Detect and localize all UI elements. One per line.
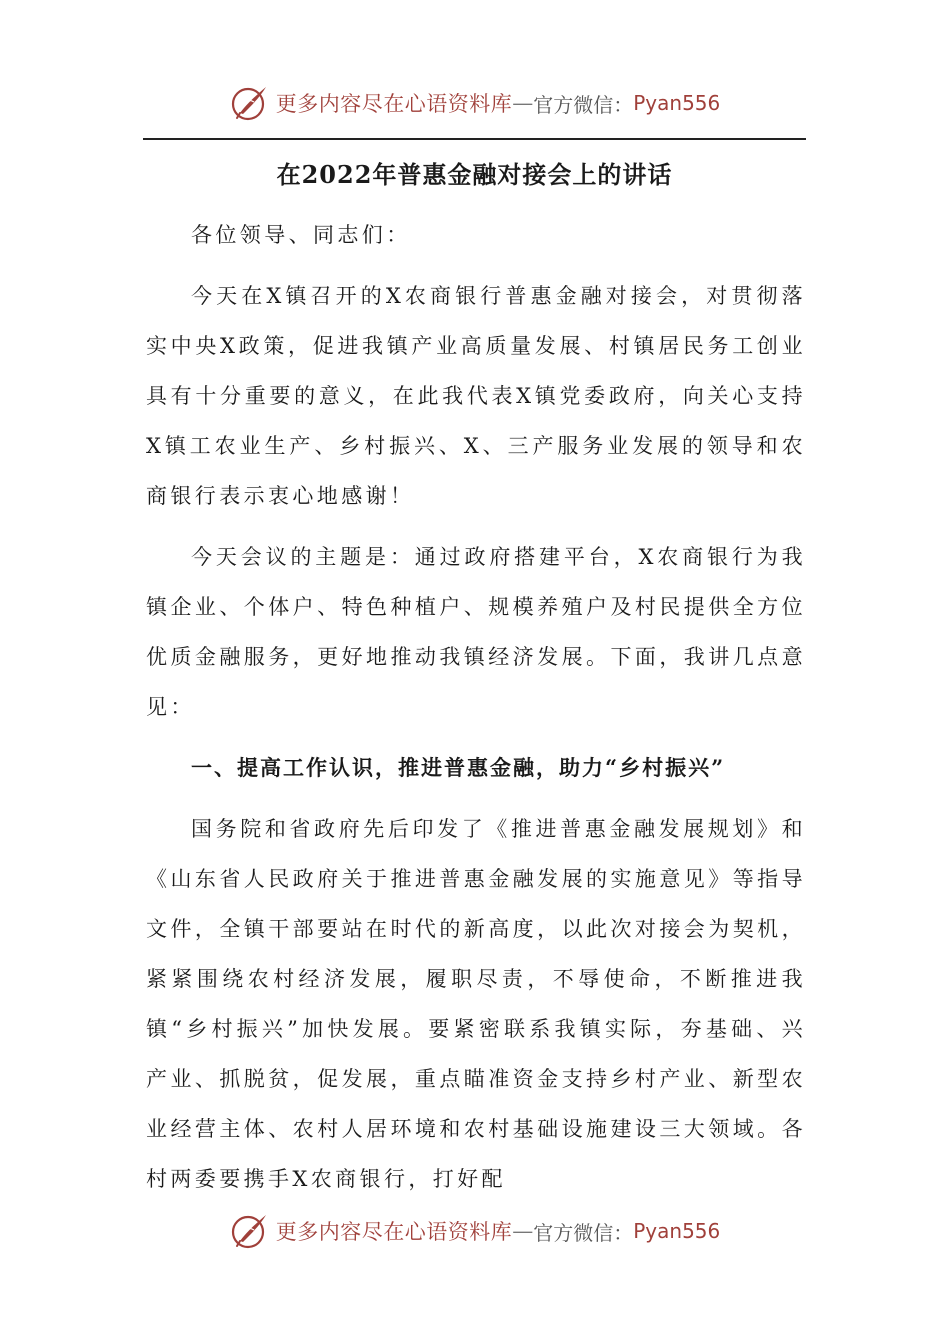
section-heading: 一、提高工作认识，推进普惠金融，助力“乡村振兴” — [191, 755, 726, 780]
header-banner — [0, 78, 950, 128]
banner-wechat-label: 官方微信： — [533, 92, 634, 117]
banner-title: 更多内容尽在心语资料库 — [275, 92, 513, 116]
banner-dash: — — [512, 91, 534, 115]
banner-title: 更多内容尽在心语资料库 — [275, 1220, 513, 1244]
banner-wechat-label: 官方微信： — [533, 1220, 634, 1245]
document-body — [146, 210, 806, 1215]
banner-wechat-id: Pyan556 — [633, 1219, 721, 1243]
quill-pen-logo-icon — [230, 83, 270, 123]
paragraph: 国务院和省政府先后印发了《推进普惠金融发展规划》和《山东省人民政府关于推进普惠金融发展的实施意见》等指导文件，全镇干部要站在时代的新高度，以此次对接会为契机，紧紧围绕农村经济发展，履职尽责，不辱使命，不断推进我镇“乡村振兴”加快发展。要紧密联系我镇实际，夯基础、兴产业、抓脱贫，促发展，重点瞄准资金支持乡村产业、新型农业经营主体、农村人居环境和农村基础设施建设三大领域。各村两委要携手X农商银行，打好配 — [146, 817, 806, 1191]
header-rule — [143, 138, 806, 140]
banner-dash: — — [512, 1219, 534, 1243]
salutation: 各位领导、同志们： — [191, 223, 411, 247]
document-title: 在2022年普惠金融对接会上的讲话 — [276, 160, 673, 189]
paragraph: 今天会议的主题是：通过政府搭建平台，X农商银行为我镇企业、个体户、特色种植户、规模养殖户及村民提供全方位优质金融服务，更好地推动我镇经济发展。下面，我讲几点意见： — [146, 545, 806, 719]
banner-wechat-id: Pyan556 — [633, 91, 721, 115]
quill-pen-logo-icon — [230, 1211, 270, 1251]
paragraph: 今天在X镇召开的X农商银行普惠金融对接会，对贯彻落实中央X政策，促进我镇产业高质量发展、村镇居民务工创业具有十分重要的意义，在此我代表X镇党委政府，向关心支持X镇工农业生产、乡村振兴、X、三产服务业发展的领导和农商银行表示衷心地感谢！ — [146, 284, 806, 508]
footer-banner — [0, 1206, 950, 1256]
